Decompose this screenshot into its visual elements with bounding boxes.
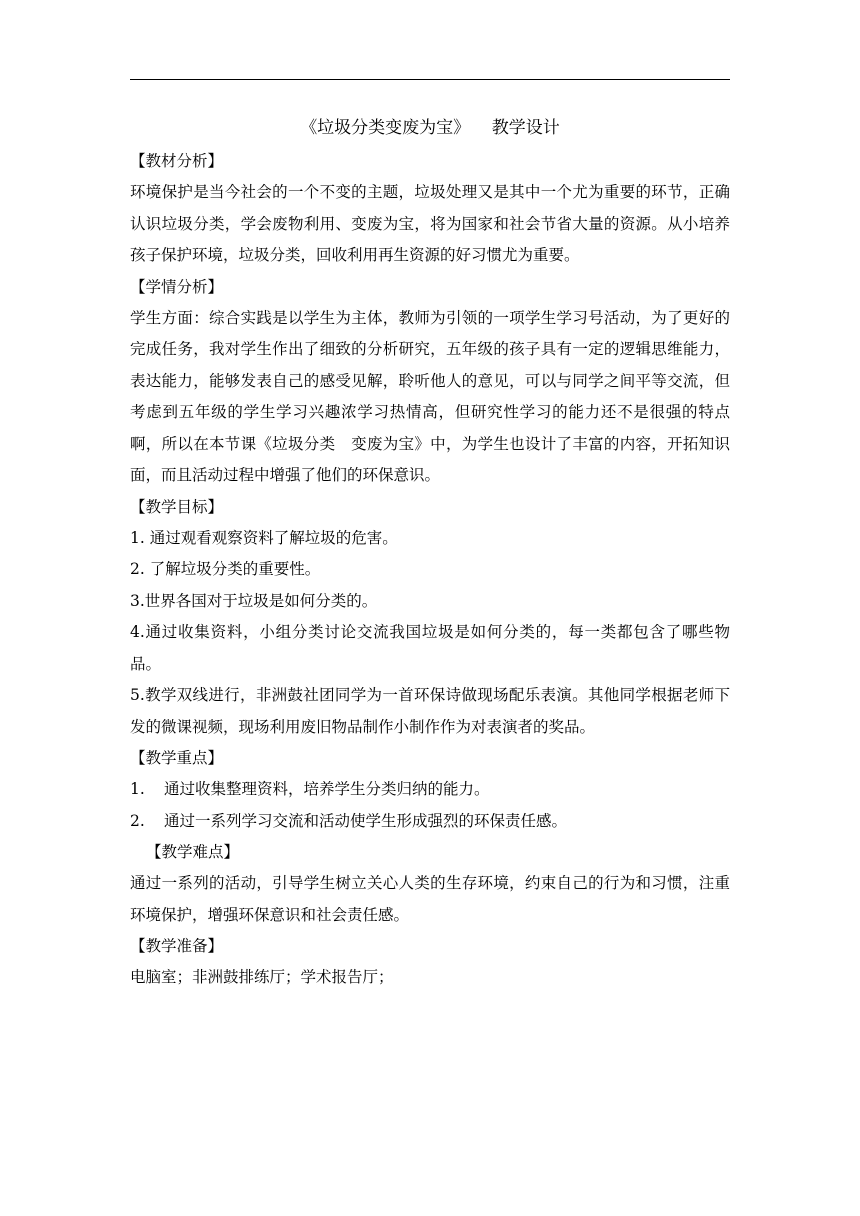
- paragraph-textbook-analysis: 环境保护是当今社会的一个不变的主题，垃圾处理又是其中一个尤为重要的环节，正确认识垃圾分类，学会废物利用、变废为宝，将为国家和社会节省大量的资源。从小培养孩子保护环境，垃圾分类，回收利用再生资源的好习惯尤为重要。: [130, 183, 730, 264]
- section-heading-difficult-points: 【教学难点】: [146, 843, 240, 861]
- document-title: 《垃圾分类变废为宝》 教学设计: [300, 118, 560, 138]
- key-point-number: 2.: [130, 811, 145, 830]
- objective-item-5: 5.教学双线进行，非洲鼓社团同学为一首环保诗做现场配乐表演。其他同学根据老师下发的微课视频，现场利用废旧物品制作小制作作为对表演者的奖品。: [130, 686, 730, 736]
- key-point-text: 通过一系列学习交流和活动使学生形成强烈的环保责任感。: [164, 811, 568, 830]
- objective-item-2: 2. 了解垃圾分类的重要性。: [130, 560, 321, 578]
- section-heading-student-analysis: 【学情分析】: [130, 277, 224, 296]
- section-heading-teaching-objectives: 【教学目标】: [130, 497, 224, 516]
- paragraph-preparation: 电脑室；非洲鼓排练厅；学术报告厅；: [130, 968, 394, 986]
- header-rule: [130, 79, 730, 80]
- paragraph-difficult-points: 通过一系列的活动，引导学生树立关心人类的生存环境，约束自己的行为和习惯，注重环境保护，增强环保意识和社会责任感。: [130, 874, 730, 924]
- section-heading-key-points: 【教学重点】: [130, 749, 224, 767]
- key-point-text: 通过收集整理资料，培养学生分类归纳的能力。: [164, 780, 490, 798]
- document-body: [130, 112, 730, 994]
- paragraph-student-analysis: 学生方面：综合实践是以学生为主体，教师为引领的一项学生学习号活动，为了更好的完成任务，我对学生作出了细致的分析研究，五年级的孩子具有一定的逻辑思维能力，表达能力，能够发表自己的感受见解，聆听他人的意见，可以与同学之间平等交流，但考虑到五年级的学生学习兴趣浓学习热情高，但研究性学习的能力还不是很强的特点啊，所以在本节课《垃圾分类 变废为宝》中，为学生也设计了丰富的内容，开拓知识面，而且活动过程中增强了他们的环保意识。: [130, 308, 730, 484]
- key-point-number: 1.: [130, 780, 145, 798]
- section-heading-preparation: 【教学准备】: [130, 937, 224, 955]
- key-point-item-1: [130, 774, 730, 806]
- objective-item-1: 1. 通过观看观察资料了解垃圾的危害。: [130, 528, 398, 547]
- section-heading-textbook-analysis: 【教材分析】: [130, 152, 224, 170]
- key-point-item-2: [130, 806, 730, 838]
- objective-item-4: 4.通过收集资料，小组分类讨论交流我国垃圾是如何分类的，每一类都包含了哪些物品。: [130, 623, 730, 673]
- objective-item-3: 3.世界各国对于垃圾是如何分类的。: [130, 591, 378, 610]
